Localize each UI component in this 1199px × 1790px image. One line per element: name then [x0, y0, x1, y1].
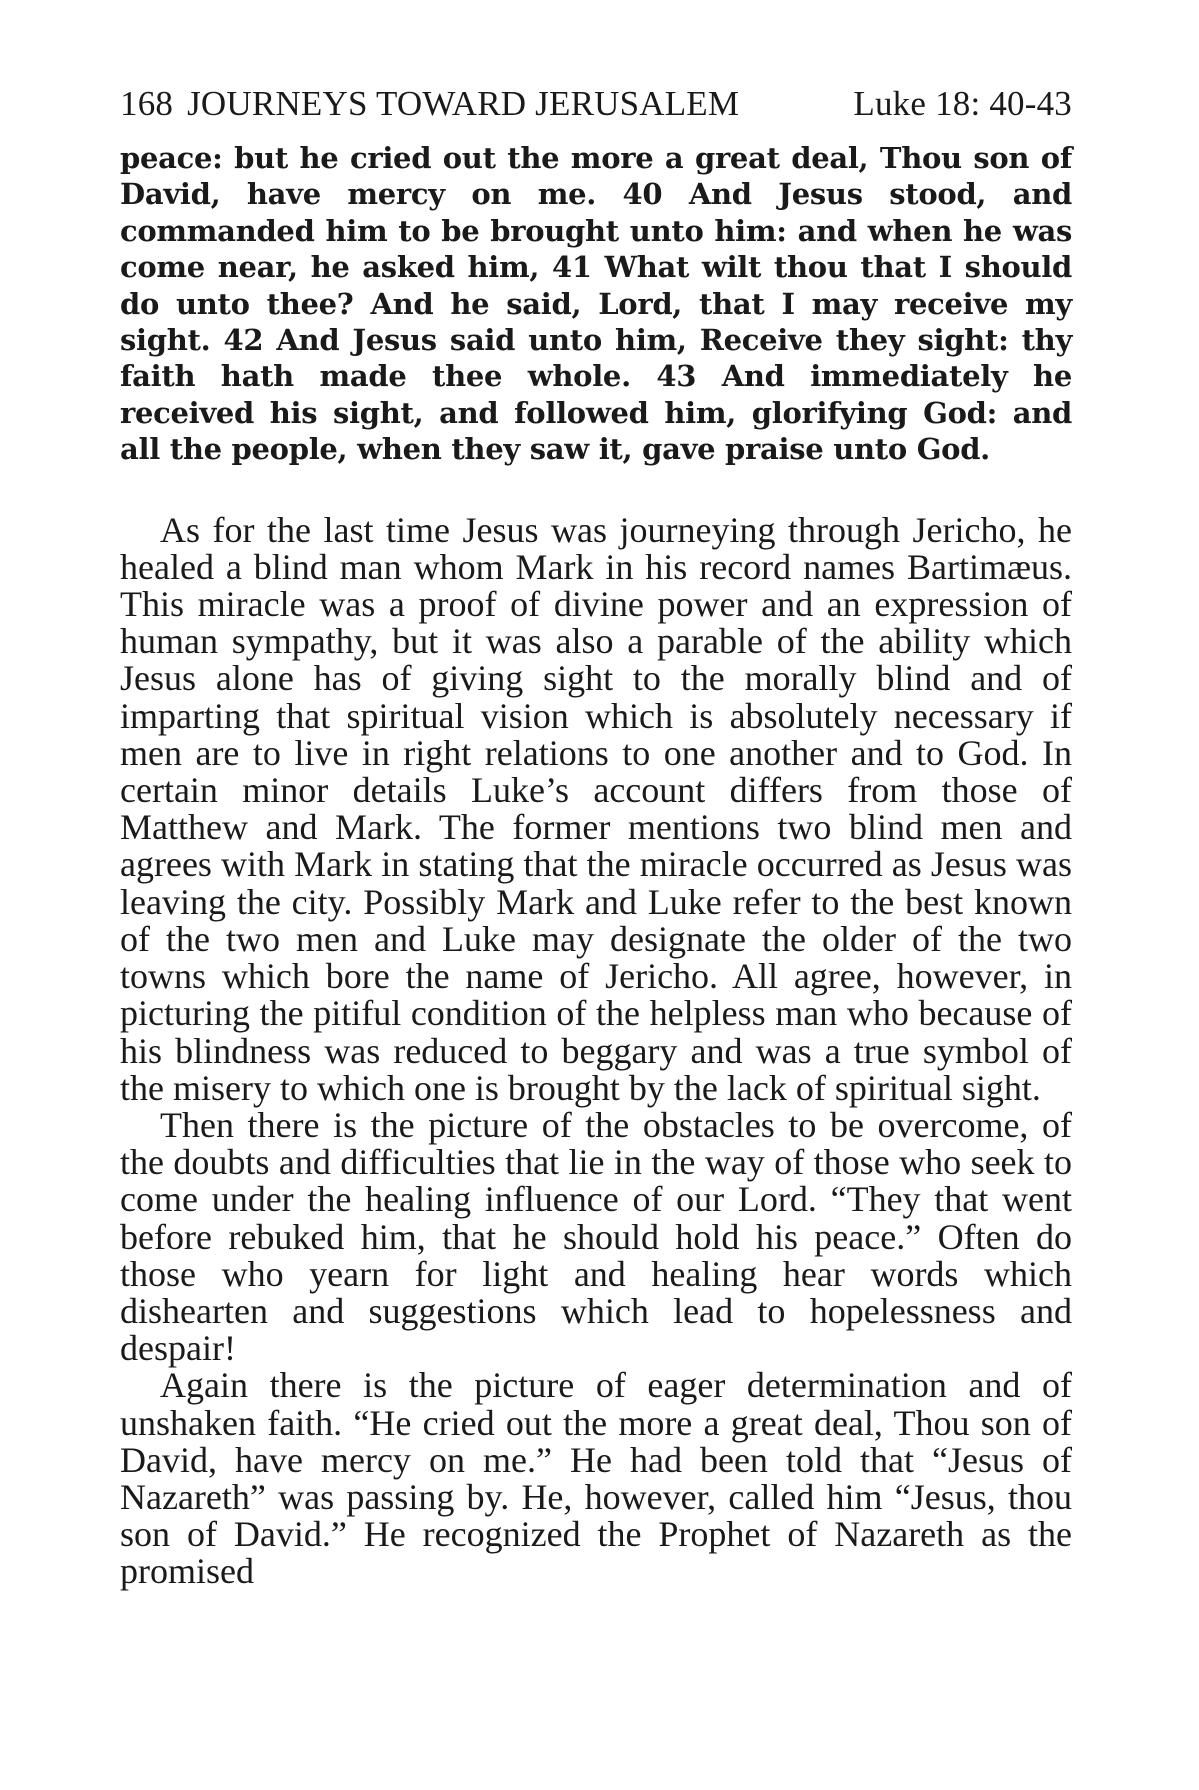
scripture-passage: peace: but he cried out the more a great deal, Thou son of David, have mercy on me. 40 And Jesus stood, and commanded him to be brought unto him: and when he was come near, he asked him, 41 What wilt thou that I should do unto thee? And he said, Lord, that I may receive my sight. 42 And Jesus said unto him, Receive they sight: thy faith hath made thee whole. 43 And immediately he received his sight, and followed him, glorifying God: and all the people, when they saw it, gave praise unto God.	[120, 141, 1072, 467]
scripture-reference: Luke 18: 40-43	[853, 84, 1072, 123]
running-head-left	[120, 84, 739, 124]
commentary-paragraph: As for the last time Jesus was journeying through Jericho, he healed a blind man whom Mark in his record names Bartimæus. This miracle was a proof of divine power and an expression of human sympathy, but it was also a parable of the ability which Jesus alone has of giving sight to the morally blind and of imparting that spiritual vision which is absolutely necessary if men are to live in right relations to one another and to God. In certain minor details Luke’s account differs from those of Matthew and Mark. The former mentions two blind men and agrees with Mark in stating that the miracle occurred as Jesus was leaving the city. Possibly Mark and Luke refer to the best known of the two men and Luke may designate the older of the two towns which bore the name of Jericho. All agree, however, in picturing the pitiful condition of the helpless man who because of his blindness was reduced to beggary and was a true symbol of the misery to which one is brought by the lack of spiritual sight.	[120, 509, 1072, 1108]
book-page	[120, 84, 1072, 1591]
commentary	[120, 509, 1072, 1592]
commentary-paragraph: Then there is the picture of the obstacles to be overcome, of the doubts and difficulties that lie in the way of those who seek to come under the healing influence of our Lord. “They that went before rebuked him, that he should hold his peace.” Often do those who yearn for light and healing hear words which dishearten and suggestions which lead to hopelessness and despair!	[120, 1104, 1072, 1369]
chapter-title: JOURNEYS TOWARD JERUSALEM	[187, 84, 740, 123]
commentary-paragraph: Again there is the picture of eager determination and of unshaken faith. “He cried out the more a great deal, Thou son of David, have mercy on me.” He had been told that “Jesus of Nazareth” was passing by. He, however, called him “Jesus, thou son of David.” He recognized the Prophet of Nazareth as the promised	[120, 1365, 1072, 1592]
running-head	[120, 84, 1072, 124]
page-number: 168	[120, 84, 174, 123]
